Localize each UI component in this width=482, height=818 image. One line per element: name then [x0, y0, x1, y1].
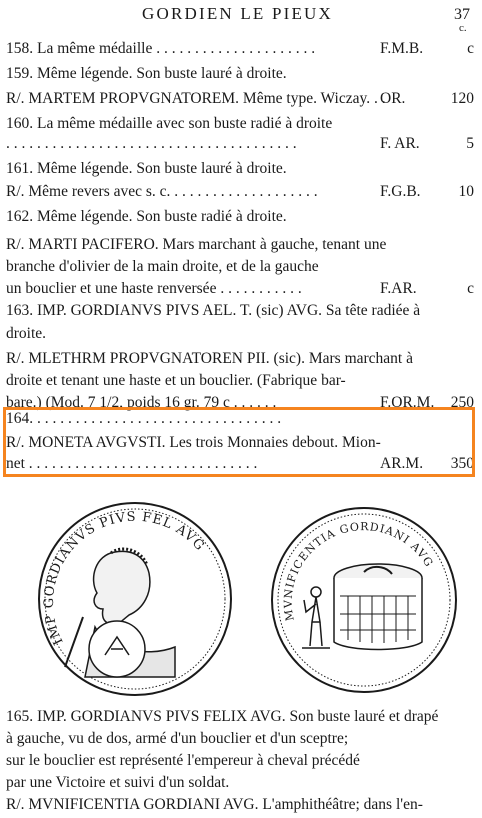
entry-line: [0, 708, 482, 730]
entry-line: [0, 258, 482, 280]
entry-text: 159. Même légende. Son buste lauré à droite.: [6, 65, 287, 82]
entry-line: [0, 236, 482, 258]
entry-line: [0, 208, 482, 230]
page-title: GORDIEN LE PIEUX: [142, 4, 334, 23]
entry-text: R/. MLETHRM PROPVGNATOREN PII. (sic). Mars marchant à: [6, 350, 413, 367]
entry-price-code: F. AR.: [380, 135, 420, 152]
entry-line: [0, 65, 482, 87]
entry-value: 350: [450, 455, 474, 472]
entry-line: [0, 730, 482, 752]
entry-text: 161. Même légende. Son buste lauré à droite.: [6, 160, 287, 177]
entry-price-code: AR.M.: [380, 455, 424, 472]
entry-price-code: F.G.B.: [380, 183, 421, 200]
entry-line: [0, 280, 482, 302]
entry-text: droite.: [6, 325, 47, 342]
entry-value: 10: [458, 183, 474, 200]
entry-value: c: [467, 280, 474, 297]
reverse-legend: MVNIFICENTIA GORDIANI AVG: [281, 520, 436, 622]
entry-price-code: F.OR.M.: [380, 394, 435, 411]
entry-line: [0, 90, 482, 112]
entry-text: 160. La même médaille avec son buste radié à droite: [6, 115, 333, 132]
entry-line: [0, 115, 482, 137]
entry-text: R/. MVNIFICENTIA GORDIANI AVG. L'amphithéâtre; dans l'en-: [6, 796, 423, 813]
entry-value: 120: [450, 90, 474, 107]
entry-text: . . . . . . . . . . . . . . . . . . . . . . . . . . . . . . . . . . . . . .: [6, 135, 297, 152]
entry-text: R/. Même revers avec s. c. . . . . . . . . . . . . . . . . . . .: [6, 183, 318, 200]
entry-text: 164. . . . . . . . . . . . . . . . . . . . . . . . . . . . . . . . .: [6, 410, 282, 427]
obverse-legend: IMP GORDIANVS PIVS FEL AVG: [41, 509, 208, 648]
entry-value: 250: [450, 394, 474, 411]
entry-line: [0, 372, 482, 394]
entry-text: R/. MARTI PACIFERO. Mars marchant à gauche, tenant une: [6, 236, 387, 253]
entry-price-code: F.M.B.: [380, 40, 424, 57]
entry-price-code: OR.: [380, 90, 406, 107]
entry-text: par une Victoire et suivi d'un soldat.: [6, 774, 230, 791]
entry-line: [0, 302, 482, 324]
entry-text: branche d'olivier de la main droite, et de la gauche: [6, 258, 319, 275]
entry-price-code: F.AR.: [380, 280, 417, 297]
entry-text: un bouclier et une haste renversée . . . . . . . . . . .: [6, 280, 302, 297]
entry-text: R/. MARTEM PROPVGNATOREM. Même type. Wiczay. . .: [6, 90, 386, 107]
entry-line: [0, 40, 482, 62]
page-header: [0, 4, 482, 34]
entry-text: 162. Même légende. Son buste radié à droite.: [6, 208, 287, 225]
entry-text: net . . . . . . . . . . . . . . . . . . . . . . . . . . . . . .: [6, 455, 258, 472]
entry-line: [0, 135, 482, 157]
entry-line: [0, 752, 482, 774]
page-mark: c.: [459, 22, 467, 34]
entry-text: 165. IMP. GORDIANVS PIVS FELIX AVG. Son buste lauré et drapé: [6, 708, 439, 725]
entry-line: [0, 796, 482, 818]
entry-value: 5: [466, 135, 474, 152]
entry-line: [0, 183, 482, 205]
highlight-box: [3, 407, 475, 477]
entry-text: bare.) (Mod. 7 1/2, poids 16 gr. 79 c . . . . . .: [6, 394, 277, 411]
entry-line: [0, 350, 482, 372]
entry-text: à gauche, vu de dos, armé d'un bouclier et d'un sceptre;: [6, 730, 349, 747]
entry-line: [0, 325, 482, 347]
entry-text: sur le bouclier est représenté l'empereur à cheval précédé: [6, 752, 360, 769]
coin-reverse: [268, 500, 458, 700]
entry-line: [0, 774, 482, 796]
entry-line: [0, 160, 482, 182]
entry-text: 163. IMP. GORDIANVS PIVS AEL. T. (sic) AVG. Sa tête radiée à: [6, 302, 421, 319]
entry-value: c: [467, 40, 474, 57]
entry-text: droite et tenant une haste et un bouclier. (Fabrique bar-: [6, 372, 346, 389]
entry-text: 158. La même médaille . . . . . . . . . . . . . . . . . . . . .: [6, 40, 316, 57]
page-number: 37: [454, 6, 470, 23]
coin-obverse: [25, 497, 245, 697]
entry-text: R/. MONETA AVGVSTI. Les trois Monnaies debout. Mion-: [6, 434, 381, 451]
